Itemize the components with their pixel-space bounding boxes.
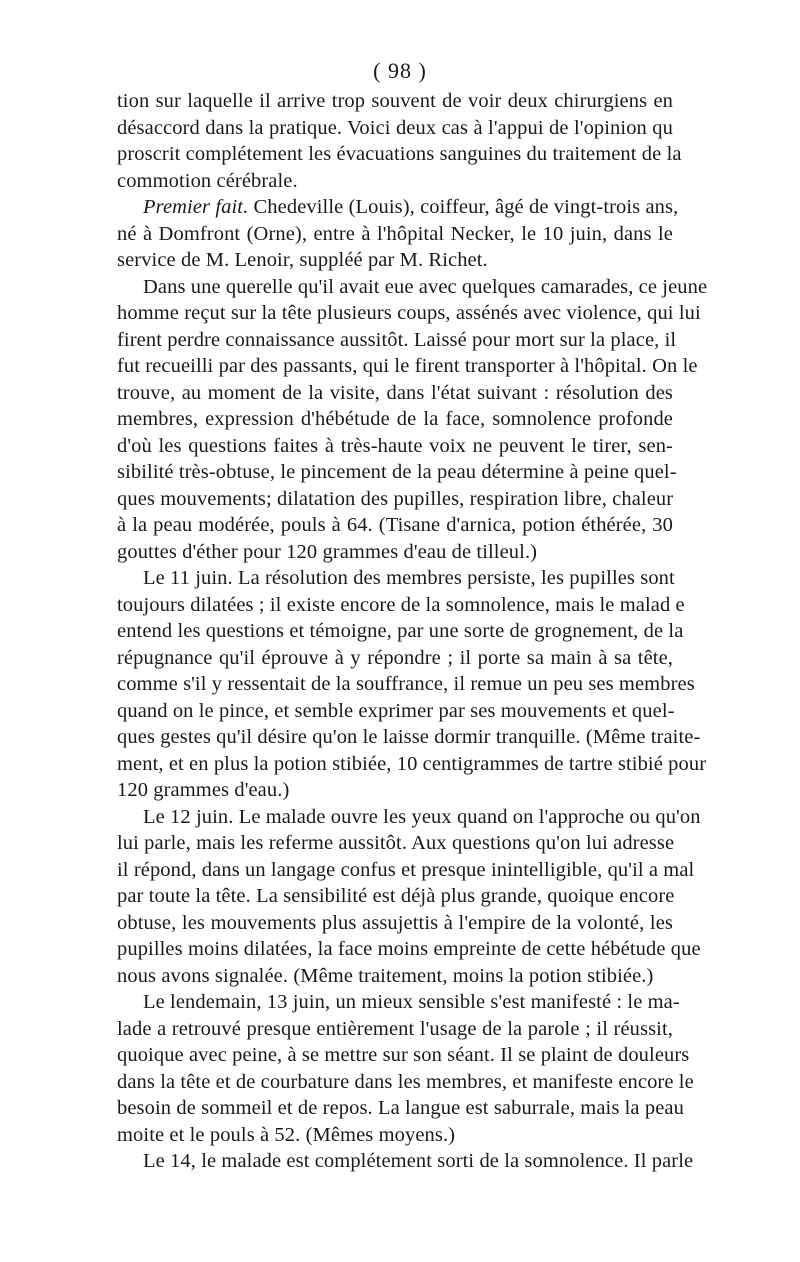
text-line	[117, 247, 673, 274]
line-text: Le 14, le malade est complétement sorti de la somnolence. Il parle	[143, 1150, 694, 1172]
line-text: fut recueilli par des passants, qui le firent transporter à l'hôpital. On le	[117, 355, 698, 377]
text-line	[117, 221, 673, 248]
text-line	[117, 592, 685, 619]
text-line	[117, 433, 673, 460]
text-line	[117, 406, 673, 433]
page-number: ( 98 )	[373, 58, 427, 83]
line-text: Le 11 juin. La résolution des membres persiste, les pupilles sont	[143, 567, 675, 589]
text-line	[117, 1016, 673, 1043]
text-line	[117, 777, 673, 804]
text-line	[117, 565, 673, 592]
text-line	[117, 380, 673, 407]
line-text: désaccord dans la pratique. Voici deux cas à l'appui de l'opinion qu	[117, 116, 673, 139]
text-line	[117, 486, 673, 513]
text-line	[117, 512, 673, 539]
text-line	[117, 963, 673, 990]
line-text: proscrit complétement les évacuations sanguines du traitement de la	[117, 143, 682, 165]
line-text: toujours dilatées ; il existe encore de la somnolence, mais le malad e	[117, 593, 685, 616]
text-line	[117, 1069, 694, 1096]
line-text: entend les questions et témoigne, par une sorte de grognement, de la	[117, 620, 684, 642]
line-text: à la peau modérée, pouls à 64. (Tisane d'arnica, potion éthérée, 30	[117, 514, 673, 536]
text-line	[117, 168, 673, 195]
line-text: comme s'il y ressentait de la souffrance, il remue un peu ses membres	[117, 673, 695, 695]
text-line	[117, 115, 673, 142]
line-text: quoique avec peine, à se mettre sur son séant. Il se plaint de douleurs	[117, 1044, 690, 1066]
text-line	[117, 88, 673, 115]
text-line	[117, 936, 701, 963]
text-line	[117, 857, 695, 884]
line-text: tion sur laquelle il arrive trop souvent de voir deux chirurgiens en	[117, 90, 673, 112]
line-text: Dans une querelle qu'il avait eue avec quelques camarades, ce jeune	[143, 275, 708, 298]
text-line	[117, 883, 673, 910]
line-text: obtuse, les mouvements plus assujettis à l'empire de la volonté, les	[117, 911, 673, 934]
line-text: besoin de sommeil et de repos. La langue est saburrale, mais la peau	[117, 1097, 684, 1119]
line-text: Chedeville (Louis), coiffeur, âgé de vingt-trois ans,	[248, 196, 679, 218]
line-text: dans la tête et de courbature dans les membres, et manifeste encore le	[117, 1070, 694, 1093]
line-text: sibilité très-obtuse, le pincement de la peau détermine à peine quel-	[117, 461, 677, 483]
line-text: firent perdre connaissance aussitôt. Laissé pour mort sur la place, il	[117, 328, 677, 351]
line-text: gouttes d'éther pour 120 grammes d'eau de tilleul.)	[117, 540, 538, 563]
line-text: homme reçut sur la tête plusieurs coups, assénés avec violence, qui lui	[117, 302, 701, 324]
body-text	[117, 88, 708, 1175]
text-line	[117, 618, 684, 645]
text-line	[117, 141, 682, 168]
line-text: quand on le pince, et semble exprimer par ses mouvements et quel-	[117, 699, 675, 722]
line-text: service de M. Lenoir, suppléé par M. Richet.	[117, 249, 488, 271]
case-heading: Premier fait.	[143, 196, 249, 218]
line-text: ques mouvements; dilatation des pupilles, respiration libre, chaleur	[117, 487, 674, 510]
text-line	[117, 724, 701, 751]
line-text: nous avons signalée. (Même traitement, moins la potion stibiée.)	[117, 964, 654, 987]
text-line	[117, 645, 673, 672]
line-text: par toute la tête. La sensibilité est déjà plus grande, quoique encore	[117, 885, 675, 907]
line-text: né à Domfront (Orne), entre à l'hôpital Necker, le 10 juin, dans le	[117, 222, 673, 245]
line-text: membres, expression d'hébétude de la face, somnolence profonde	[117, 408, 673, 430]
line-text: lade a retrouvé presque entièrement l'usage de la parole ; il réussit,	[117, 1017, 673, 1040]
text-line	[117, 353, 698, 380]
text-line	[117, 830, 673, 857]
line-text: pupilles moins dilatées, la face moins empreinte de cette hébétude que	[117, 938, 701, 960]
text-line	[117, 1148, 694, 1175]
text-line	[117, 194, 679, 221]
text-line	[117, 539, 673, 566]
line-text: ment, et en plus la potion stibiée, 10 centigrammes de tartre stibié pour	[117, 752, 707, 775]
line-text: ques gestes qu'il désire qu'on le laisse dormir tranquille. (Même traite-	[117, 726, 701, 748]
line-text: moite et le pouls à 52. (Mêmes moyens.)	[117, 1123, 456, 1146]
line-text: Le lendemain, 13 juin, un mieux sensible s'est manifesté : le ma-	[143, 991, 680, 1013]
line-text: il répond, dans un langage confus et presque inintelligible, qu'il a mal	[117, 858, 695, 881]
text-line	[117, 459, 677, 486]
text-line	[117, 698, 673, 725]
line-text: d'où les questions faites à très-haute voix ne peuvent le tirer, sen-	[117, 434, 673, 457]
line-text: Le 12 juin. Le malade ouvre les yeux quand on l'approche ou qu'on	[143, 805, 701, 828]
line-text: lui parle, mais les referme aussitôt. Aux questions qu'on lui adresse	[117, 832, 675, 854]
text-line	[117, 910, 673, 937]
text-line	[117, 989, 680, 1016]
text-line	[117, 274, 708, 301]
text-line	[117, 1042, 690, 1069]
line-text: 120 grammes d'eau.)	[117, 779, 290, 801]
line-text: trouve, au moment de la visite, dans l'état suivant : résolution des	[117, 381, 673, 404]
text-line	[117, 300, 701, 327]
line-text: commotion cérébrale.	[117, 169, 298, 192]
text-line	[117, 327, 677, 354]
text-line	[117, 671, 695, 698]
line-text: répugnance qu'il éprouve à y répondre ; il porte sa main à sa tête,	[117, 646, 673, 669]
text-line	[117, 1122, 673, 1149]
text-line	[117, 1095, 684, 1122]
text-line	[117, 751, 707, 778]
text-line	[117, 804, 701, 831]
